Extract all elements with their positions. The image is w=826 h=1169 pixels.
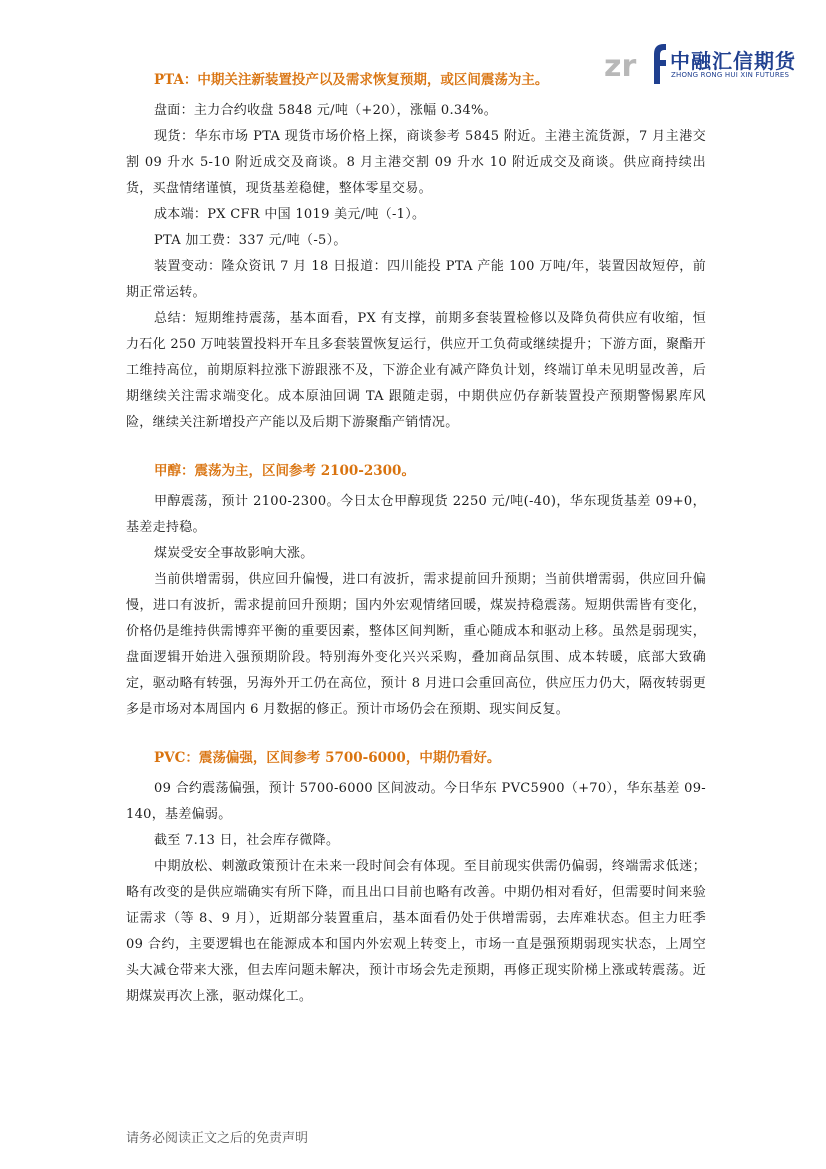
paragraph: 现货：华东市场 PTA 现货市场价格上探，商谈参考 5845 附近。主港主流货源，7 月主港交割 09 升水 5-10 附近成交及商谈。8 月主港交割 09 升水 10 附近成交及商谈。供应商持续出货，买盘情绪谨慎，现货基差稳健，整体零星交易。 <box>126 129 706 196</box>
logo-english-name: ZHONG RONG HUI XIN FUTURES <box>671 71 790 79</box>
svg-text:zr: zr <box>604 49 637 84</box>
footer-disclaimer: 请务必阅读正文之后的免责声明 <box>126 1131 309 1146</box>
paragraph: 装置变动：隆众资讯 7 月 18 日报道：四川能投 PTA 产能 100 万吨/年，装置因故短停，前期正常运转。 <box>126 259 706 300</box>
paragraph: 盘面：主力合约收盘 5848 元/吨（+20），涨幅 0.34%。 <box>154 103 497 118</box>
section-methanol <box>126 461 706 723</box>
paragraph: 甲醇震荡，预计 2100-2300。今日太仓甲醇现货 2250 元/吨(-40)，华东现货基差 09+0，基差走持稳。 <box>126 494 706 535</box>
section-heading: 甲醇：震荡为主，区间参考 2100-2300。 <box>154 463 415 479</box>
paragraph: 煤炭受安全事故影响大涨。 <box>154 546 314 561</box>
section-pvc <box>126 748 706 1010</box>
paragraph: 成本端：PX CFR 中国 1019 美元/吨（-1）。 <box>154 207 426 222</box>
paragraph: 总结：短期维持震荡，基本面看，PX 有支撑，前期多套装置检修以及降负荷供应有收缩，恒力石化 250 万吨装置投料开车且多套装置恢复运行，供应开工负荷或继续提升；下游方面，聚酯开工维持高位，前期原料拉涨下游跟涨不及，下游企业有减产降负计划，终端订单未见明显改善，后期继续关注需求端变化。成本原油回调 TA 跟随走弱，中期供应仍存新装置投产预期警惕累库风险，继续关注新增投产产能以及后期下游聚酯产销情况。 <box>126 311 706 430</box>
paragraph: 截至 7.13 日，社会库存微降。 <box>154 833 340 848</box>
section-pta <box>126 70 706 436</box>
paragraph: 09 合约震荡偏强，预计 5700-6000 区间波动。今日华东 PVC5900（+70），华东基差 09-140，基差偏弱。 <box>126 781 706 822</box>
report-body <box>126 70 706 1035</box>
paragraph: 当前供增需弱，供应回升偏慢，进口有波折，需求提前回升预期；当前供增需弱，供应回升偏慢，进口有波折，需求提前回升预期；国内外宏观情绪回暖，煤炭持稳震荡。短期供需皆有变化，价格仍是维持供需博弈平衡的重要因素，整体区间判断，重心随成本和驱动上移。虽然是弱现实，盘面逻辑开始进入强预期阶段。特别海外变化兴兴采购，叠加商品氛围、成本转暖，底部大致确定，驱动略有转强，另海外开工仍在高位，预计 8 月进口会重回高位，供应压力仍大，隔夜转弱更多是市场对本周国内 6 月数据的修正。预计市场仍会在预期、现实间反复。 <box>126 572 706 717</box>
logo-chinese-name: 中融汇信期货 <box>670 49 796 73</box>
section-heading: PTA：中期关注新装置投产以及需求恢复预期，或区间震荡为主。 <box>154 72 549 88</box>
section-heading: PVC：震荡偏强，区间参考 5700-6000，中期仍看好。 <box>154 750 501 766</box>
paragraph: PTA 加工费：337 元/吨（-5）。 <box>154 233 347 248</box>
paragraph: 中期放松、刺激政策预计在未来一段时间会有体现。至目前现实供需仍偏弱，终端需求低迷；略有改变的是供应端确实有所下降，而且出口目前也略有改善。中期仍相对看好，但需要时间来验证需求（等 8、9 月），近期部分装置重启，基本面看仍处于供增需弱，去库难状态。但主力旺季 09 合约，主要逻辑也在能源成本和国内外宏观上转变上，市场一直是强预期弱现实状态，上周空头大减仓带来大涨，但去库问题未解决，预计市场会先走预期，再修正现实阶梯上涨或转震荡。近期煤炭再次上涨，驱动煤化工。 <box>126 859 706 1004</box>
